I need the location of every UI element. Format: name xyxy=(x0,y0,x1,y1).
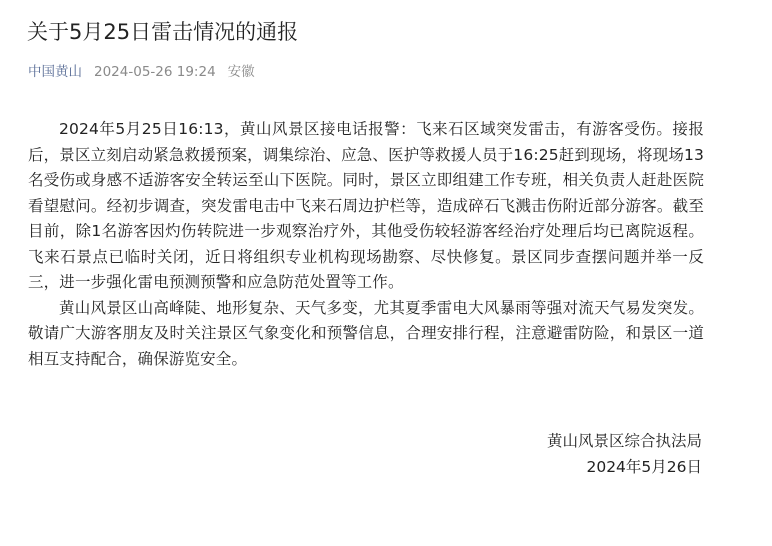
article-title: 关于5月25日雷击情况的通报 xyxy=(27,20,299,44)
article-body xyxy=(28,117,704,372)
signature-date: 2024年5月26日 xyxy=(586,458,702,476)
article-meta xyxy=(28,60,255,84)
publish-location: 安徽 xyxy=(227,64,255,80)
signature-org: 黄山风景区综合执法局 xyxy=(546,432,702,450)
source-account-link[interactable]: 中国黄山 xyxy=(28,64,82,80)
signature-block xyxy=(547,428,702,480)
paragraph: 黄山风景区山高峰陡、地形复杂、天气多变，尤其夏季雷电大风暴雨等强对流天气易发突发。敬请广大游客朋友及时关注景区气象变化和预警信息，合理安排行程，注意避雷防险，和景区一道相互支持配合，确保游览安全。 xyxy=(28,298,704,368)
publish-datetime: 2024-05-26 19:24 xyxy=(94,64,216,80)
paragraph: 2024年5月25日16:13，黄山风景区接电话报警：飞来石区域突发雷击，有游客受伤。接报后，景区立刻启动紧急救援预案，调集综治、应急、医护等救援人员于16:25赶到现场，将现场13名受伤或身感不适游客安全转运至山下医院。同时，景区立即组建工作专班，相关负责人赶赴医院看望慰问。经初步调查，突发雷电击中飞来石周边护栏等，造成碎石飞溅击伤附近部分游客。截至目前，除1名游客因灼伤转院进一步观察治疗外，其他受伤较轻游客经治疗处理后均已离院返程。飞来石景点已临时关闭，近日将组织专业机构现场勘察、尽快修复。景区同步查摆问题并举一反三，进一步强化雷电预测预警和应急防范处置等工作。 xyxy=(28,120,704,291)
